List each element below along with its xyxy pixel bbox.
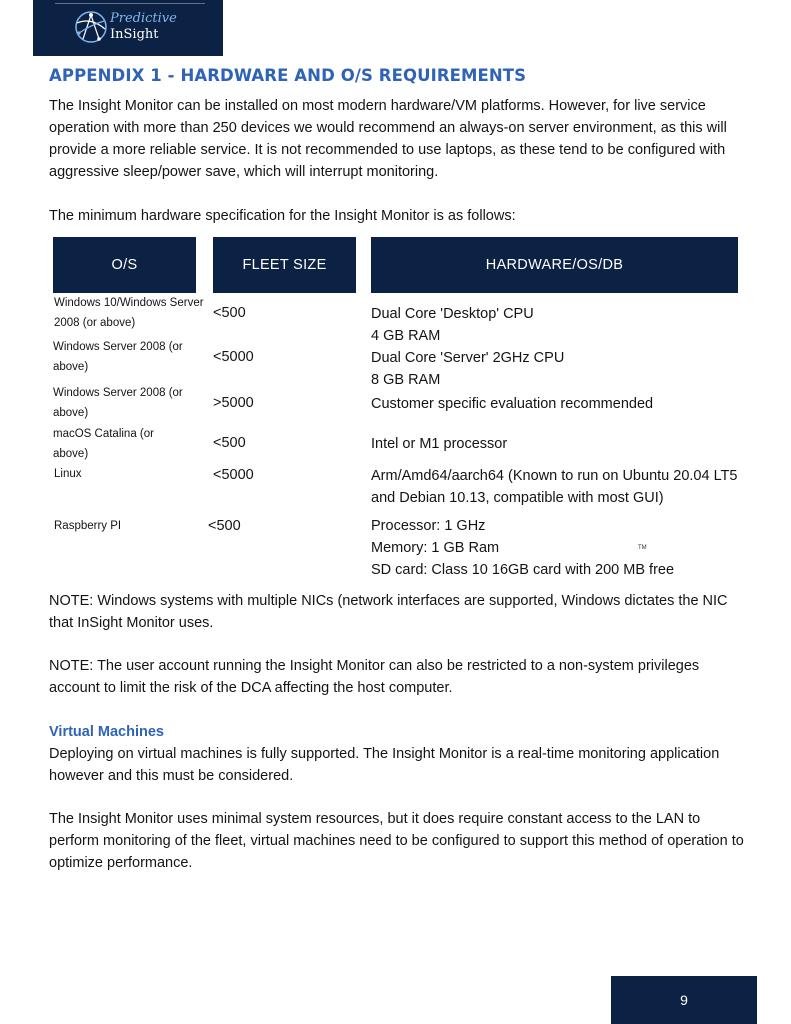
row-fleet-cell: <500 xyxy=(213,305,246,321)
row-os-cell: macOS Catalina (or above) xyxy=(53,428,154,460)
row-hardware-cell xyxy=(371,515,741,581)
logo-wordmark xyxy=(110,11,177,43)
page-number: 9 xyxy=(611,976,757,1024)
row-fleet-cell: >5000 xyxy=(213,395,254,411)
note-user-account: NOTE: The user account running the Insight Monitor can also be restricted to a non-system privileges account to limit the risk of the DCA affecting the host computer. xyxy=(49,658,700,696)
hardware-line: Dual Core 'Desktop' CPU xyxy=(371,306,534,322)
row-hardware-cell xyxy=(371,347,741,391)
intro-paragraph: The Insight Monitor can be installed on most modern hardware/VM platforms. However, for live service operation with more than 250 devices we would recommend an always-on server environment, as this will provide a more reliable service. It is not recommended to use laptops, as these tend to be configured with aggressive sleep/power save, which will interrupt monitoring. xyxy=(49,98,727,180)
row-hardware-cell xyxy=(371,303,741,347)
min-spec-paragraph: The minimum hardware specification for the Insight Monitor is as follows: xyxy=(49,208,516,224)
vm-paragraph-2: The Insight Monitor uses minimal system resources, but it does require constant access to the LAN to perform monitoring of the fleet, virtual machines need to be configured to support this method of operation to optimize performance. xyxy=(49,811,744,871)
logo-line2: InSight xyxy=(110,27,159,42)
hardware-line: Customer specific evaluation recommended xyxy=(371,396,654,412)
row-fleet-cell: <500 xyxy=(213,435,246,451)
vm-paragraph-1: Deploying on virtual machines is fully supported. The Insight Monitor is a real-time monitoring application however and this must be considered. xyxy=(49,746,720,784)
row-os-cell: Raspberry PI xyxy=(54,520,122,532)
row-fleet-cell: <5000 xyxy=(213,349,254,365)
hardware-line: Dual Core 'Server' 2GHz CPU xyxy=(371,350,565,366)
hardware-line: Processor: 1 GHz xyxy=(371,518,486,534)
header-hardware: HARDWARE/OS/DB xyxy=(371,237,738,293)
hardware-line: SD card: Class 10 16GB card with 200 MB free xyxy=(371,562,675,578)
page-heading: APPENDIX 1 - HARDWARE AND O/S REQUIREMENTS xyxy=(49,66,527,85)
row-hardware-cell xyxy=(371,433,741,455)
note-multiple-nics: NOTE: Windows systems with multiple NICs (network interfaces are supported, Windows dictates the NIC that InSight Monitor uses. xyxy=(49,593,728,631)
company-logo xyxy=(33,0,223,56)
row-hardware-cell xyxy=(371,465,743,509)
logo-divider xyxy=(55,3,205,4)
row-fleet-cell: <5000 xyxy=(213,467,254,483)
row-os-cell: Linux xyxy=(54,468,82,480)
row-hardware-cell xyxy=(371,393,741,415)
row-fleet-cell: <500 xyxy=(208,518,241,534)
hardware-line: Intel or M1 processor xyxy=(371,436,508,452)
hardware-line: 8 GB RAM xyxy=(371,372,441,388)
header-fleet-size: FLEET SIZE xyxy=(213,237,356,293)
trademark-mark: TM xyxy=(638,545,647,551)
hardware-line: Memory: 1 GB Ram xyxy=(371,540,500,556)
row-os-cell: Windows 10/Windows Server 2008 (or above) xyxy=(54,297,204,329)
row-os-cell: Windows Server 2008 (or above) xyxy=(53,341,183,373)
row-os-cell: Windows Server 2008 (or above) xyxy=(53,387,183,419)
logo-globe-icon xyxy=(73,9,109,45)
header-os: O/S xyxy=(53,237,196,293)
virtual-machines-heading: Virtual Machines xyxy=(49,724,164,740)
hardware-line: 4 GB RAM xyxy=(371,328,441,344)
logo-line1: Predictive xyxy=(110,11,177,26)
hardware-line: Arm/Amd64/aarch64 (Known to run on Ubuntu 20.04 LT5 and Debian 10.13, compatible with most GUI) xyxy=(371,468,738,506)
